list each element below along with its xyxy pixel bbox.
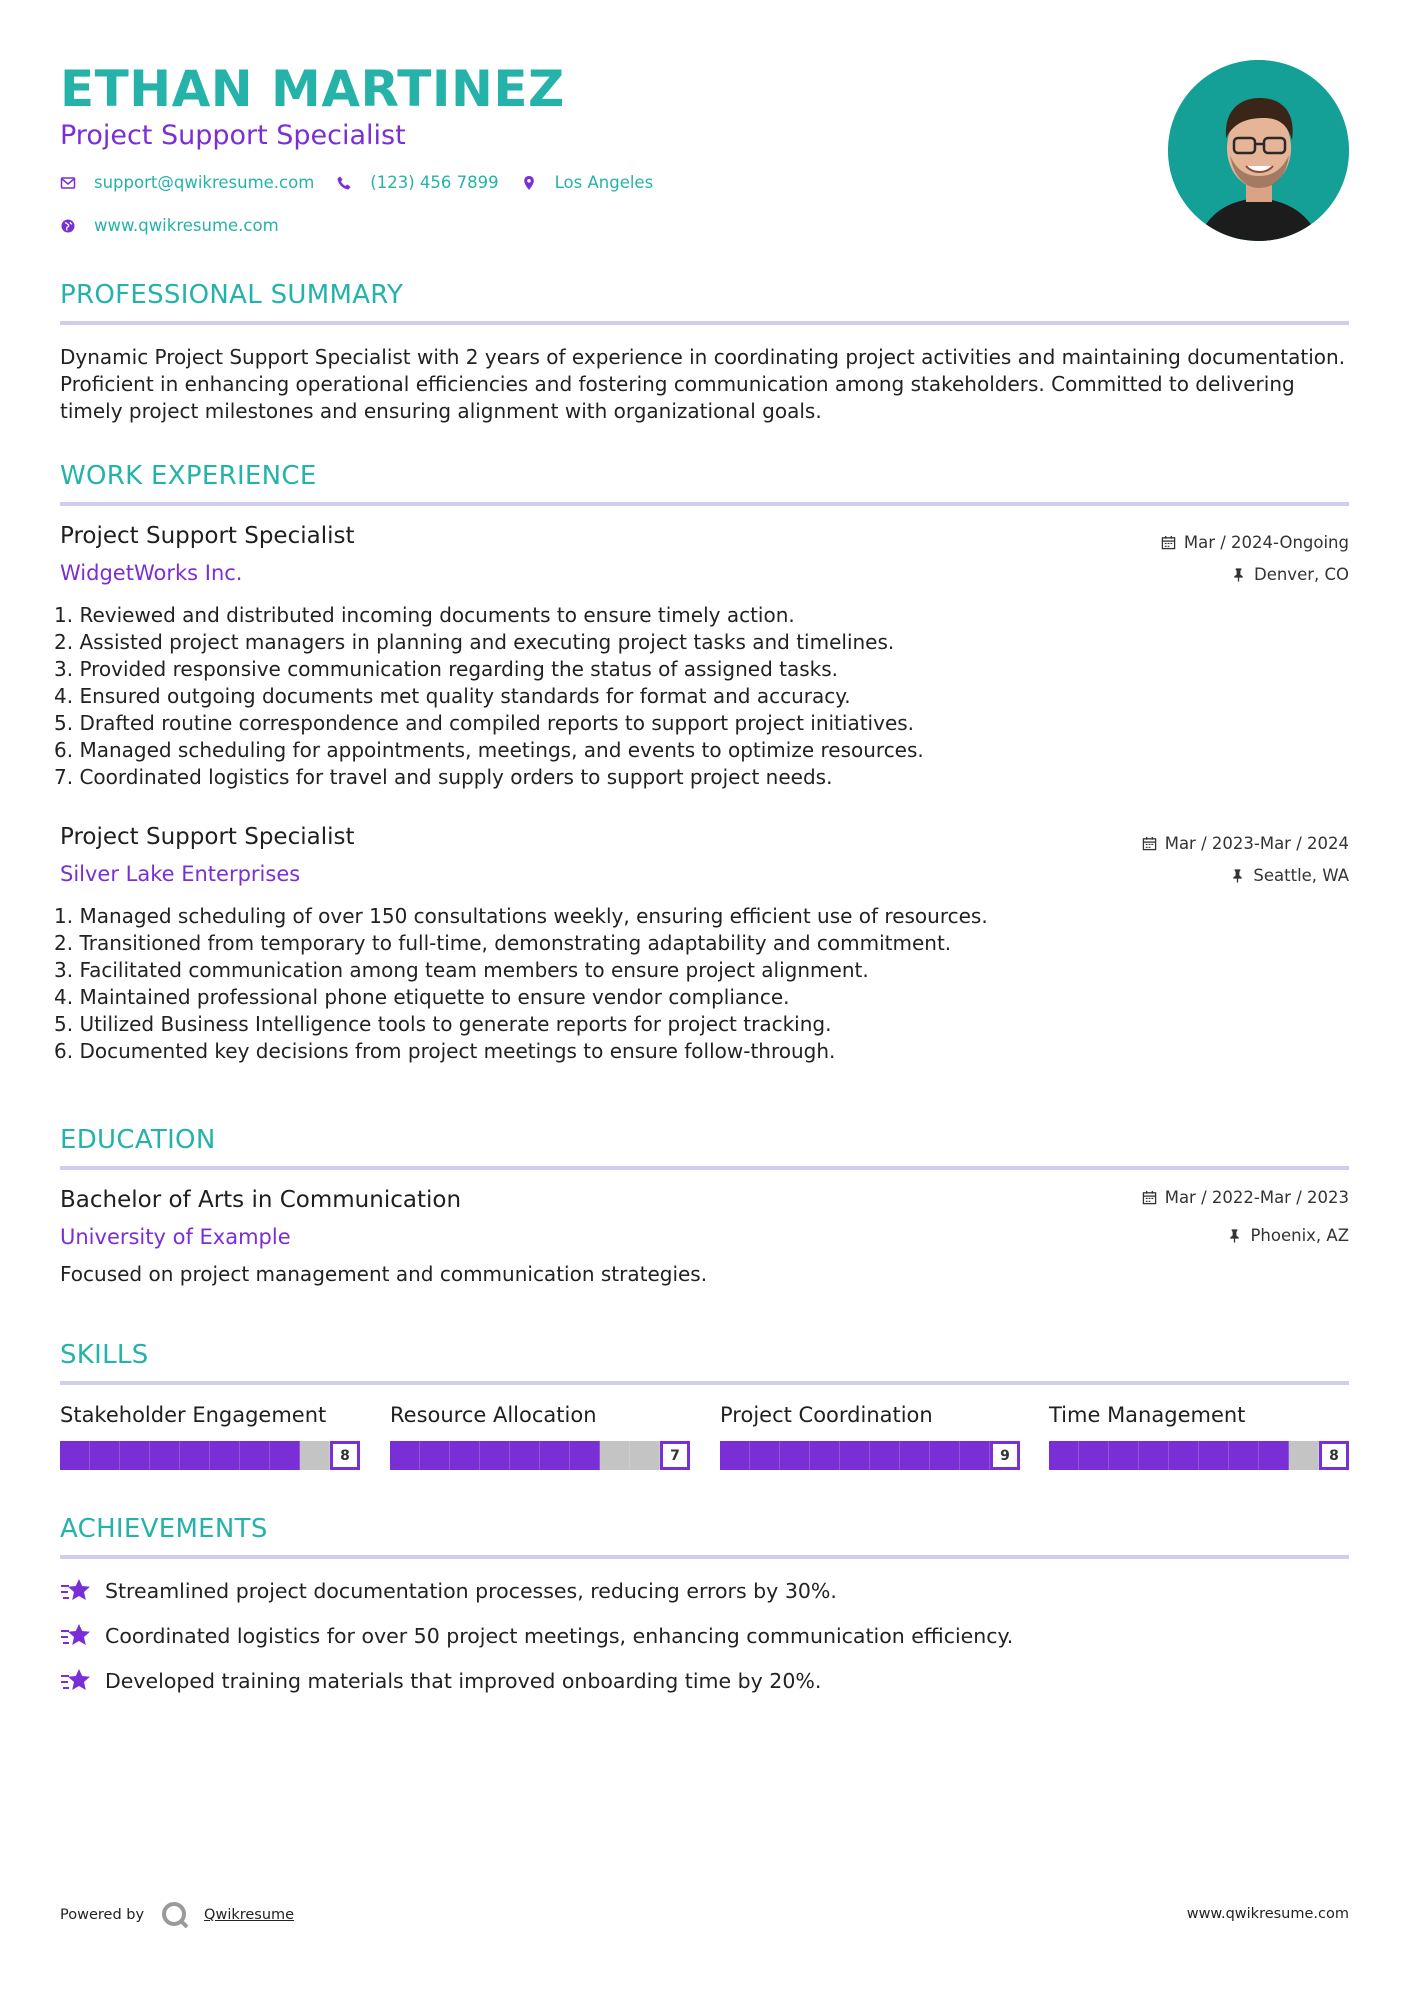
achievements-divider (60, 1555, 1349, 1559)
skill-segment-filled (510, 1441, 540, 1470)
job-location (1230, 866, 1349, 885)
skill-segment-filled (180, 1441, 210, 1470)
skill-resource-allocation (390, 1403, 690, 1470)
qwikresume-link[interactable]: Qwikresume (204, 1907, 295, 1923)
skill-segment-filled (900, 1441, 930, 1470)
skill-segment-filled (150, 1441, 180, 1470)
skill-score: 8 (330, 1441, 360, 1470)
pushpin-icon (1230, 868, 1245, 883)
experience-heading: WORK EXPERIENCE (60, 461, 317, 491)
list-item: 2. Transitioned from temporary to full-time, demonstrating adaptability and commitment. (54, 931, 952, 955)
contact-row-secondary (60, 216, 301, 235)
skill-stakeholder-engagement (60, 1403, 360, 1470)
job-dates-text: Mar / 2024-Ongoing (1183, 533, 1349, 552)
contact-email[interactable] (60, 173, 314, 192)
skill-segment-filled (780, 1441, 810, 1470)
star-icon (60, 1667, 92, 1695)
education-degree: Bachelor of Arts in Communication (60, 1187, 462, 1213)
skill-segment-filled (960, 1441, 990, 1470)
education-dates (1142, 1188, 1349, 1207)
phone-text[interactable]: (123) 456 7899 (370, 173, 499, 192)
achievement-text: Streamlined project documentation processes, reducing errors by 30%. (105, 1579, 837, 1603)
list-item: 4. Ensured outgoing documents met quality standards for format and accuracy. (54, 684, 851, 708)
education-location-text: Phoenix, AZ (1250, 1226, 1349, 1245)
list-item: 3. Facilitated communication among team members to ensure project alignment. (54, 958, 869, 982)
list-item: 1. Reviewed and distributed incoming documents to ensure timely action. (54, 603, 795, 627)
skill-level-bar (1049, 1441, 1349, 1470)
phone-icon (336, 175, 352, 191)
website-text[interactable]: www.qwikresume.com (94, 216, 279, 235)
achievement-text: Developed training materials that improved onboarding time by 20%. (105, 1669, 822, 1693)
summary-heading: PROFESSIONAL SUMMARY (60, 280, 404, 310)
education-school: University of Example (60, 1225, 291, 1249)
skill-name: Stakeholder Engagement (60, 1403, 327, 1427)
globe-icon (60, 218, 76, 234)
list-item: 2. Assisted project managers in planning and executing project tasks and timelines. (54, 630, 895, 654)
map-pin-icon (521, 175, 537, 191)
skill-project-coordination (720, 1403, 1020, 1470)
skill-segment-filled (1169, 1441, 1199, 1470)
experience-divider (60, 502, 1349, 506)
list-item: 4. Maintained professional phone etiquette to ensure vendor compliance. (54, 985, 790, 1009)
list-item: 7. Coordinated logistics for travel and supply orders to support project needs. (54, 765, 833, 789)
list-item: 6. Documented key decisions from project meetings to ensure follow-through. (54, 1039, 836, 1063)
candidate-title: Project Support Specialist (60, 120, 406, 151)
achievement-item (60, 1577, 837, 1605)
skill-segment-filled (390, 1441, 420, 1470)
skill-segment-filled (210, 1441, 240, 1470)
skill-time-management (1049, 1403, 1349, 1470)
skill-segment-filled (750, 1441, 780, 1470)
list-item: 1. Managed scheduling of over 150 consultations weekly, ensuring efficient use of resources. (54, 904, 988, 928)
skill-segment-filled (120, 1441, 150, 1470)
skill-segment-filled (240, 1441, 270, 1470)
calendar-icon (1161, 535, 1176, 550)
skill-segment-filled (810, 1441, 840, 1470)
skill-level-bar (60, 1441, 360, 1470)
contact-location (521, 173, 654, 192)
skill-segment-filled (90, 1441, 120, 1470)
location-text: Los Angeles (554, 173, 654, 192)
powered-by-text: Powered by (60, 1907, 145, 1923)
skill-segment-empty (600, 1441, 630, 1470)
skill-segment-filled (450, 1441, 480, 1470)
footer-powered-by (60, 1900, 294, 1930)
job-dates (1161, 533, 1349, 552)
skills-heading: SKILLS (60, 1340, 149, 1370)
skill-segment-empty (300, 1441, 330, 1470)
skill-segment-filled (720, 1441, 750, 1470)
skill-segment-filled (840, 1441, 870, 1470)
profile-photo (1168, 60, 1349, 241)
list-item: 5. Drafted routine correspondence and compiled reports to support project initiatives. (54, 711, 915, 735)
skill-segment-filled (540, 1441, 570, 1470)
job-company: Silver Lake Enterprises (60, 862, 301, 886)
contact-phone[interactable] (336, 173, 498, 192)
skill-segment-filled (1079, 1441, 1109, 1470)
candidate-name: ETHAN MARTINEZ (60, 60, 565, 118)
skill-segment-filled (1109, 1441, 1139, 1470)
skill-segment-empty (630, 1441, 660, 1470)
skill-segment-filled (870, 1441, 900, 1470)
skill-segment-empty (1289, 1441, 1319, 1470)
job-company: WidgetWorks Inc. (60, 561, 243, 585)
skill-segment-filled (570, 1441, 600, 1470)
education-heading: EDUCATION (60, 1125, 216, 1155)
job-responsibilities (54, 903, 1344, 1065)
list-item: 5. Utilized Business Intelligence tools to generate reports for project tracking. (54, 1012, 832, 1036)
star-icon (60, 1577, 92, 1605)
skill-name: Resource Allocation (390, 1403, 597, 1427)
job-location-text: Denver, CO (1253, 565, 1349, 584)
skill-score: 9 (990, 1441, 1020, 1470)
skill-segment-filled (1049, 1441, 1079, 1470)
achievement-item (60, 1667, 821, 1695)
skill-segment-filled (420, 1441, 450, 1470)
skill-segment-filled (1259, 1441, 1289, 1470)
skill-segment-filled (1199, 1441, 1229, 1470)
skill-level-bar (720, 1441, 1020, 1470)
skill-score: 8 (1319, 1441, 1349, 1470)
pushpin-icon (1231, 567, 1246, 582)
star-icon (60, 1622, 92, 1650)
job-dates (1142, 834, 1349, 853)
job-responsibilities (54, 602, 1344, 791)
envelope-icon (60, 175, 76, 191)
skill-segment-filled (1139, 1441, 1169, 1470)
calendar-icon (1142, 1190, 1157, 1205)
email-text[interactable]: support@qwikresume.com (94, 173, 315, 192)
achievements-heading: ACHIEVEMENTS (60, 1514, 268, 1544)
summary-divider (60, 321, 1349, 325)
achievement-text: Coordinated logistics for over 50 project meetings, enhancing communication efficiency. (105, 1624, 1014, 1648)
achievement-item (60, 1622, 1013, 1650)
list-item: 3. Provided responsive communication regarding the status of assigned tasks. (54, 657, 839, 681)
skill-segment-filled (480, 1441, 510, 1470)
job-location (1231, 565, 1349, 584)
skill-name: Time Management (1049, 1403, 1246, 1427)
job-role: Project Support Specialist (60, 523, 355, 549)
skill-segment-filled (930, 1441, 960, 1470)
qwikresume-logo-icon (160, 1900, 190, 1930)
skill-segment-filled (1229, 1441, 1259, 1470)
education-dates-text: Mar / 2022-Mar / 2023 (1164, 1188, 1349, 1207)
skills-divider (60, 1381, 1349, 1385)
contact-row-primary (60, 173, 675, 192)
skill-name: Project Coordination (720, 1403, 933, 1427)
job-dates-text: Mar / 2023-Mar / 2024 (1164, 834, 1349, 853)
list-item: 6. Managed scheduling for appointments, meetings, and events to optimize resources. (54, 738, 924, 762)
footer-url[interactable]: www.qwikresume.com (1186, 1906, 1349, 1922)
education-location (1227, 1226, 1349, 1245)
job-role: Project Support Specialist (60, 824, 355, 850)
skill-segment-filled (60, 1441, 90, 1470)
education-divider (60, 1166, 1349, 1170)
job-location-text: Seattle, WA (1253, 866, 1349, 885)
skill-segment-filled (270, 1441, 300, 1470)
summary-text: Dynamic Project Support Specialist with 2 years of experience in coordinating project activities and maintaining documentation. Proficient in enhancing operational efficiencies and fostering communication among stakeholders. Committed to delivering timely project milestones and ensuring alignment with organizational goals. (60, 345, 1346, 423)
pushpin-icon (1227, 1228, 1242, 1243)
skill-level-bar (390, 1441, 690, 1470)
calendar-icon (1142, 836, 1157, 851)
contact-website[interactable] (60, 216, 279, 235)
skill-score: 7 (660, 1441, 690, 1470)
education-description: Focused on project management and communication strategies. (60, 1262, 708, 1286)
